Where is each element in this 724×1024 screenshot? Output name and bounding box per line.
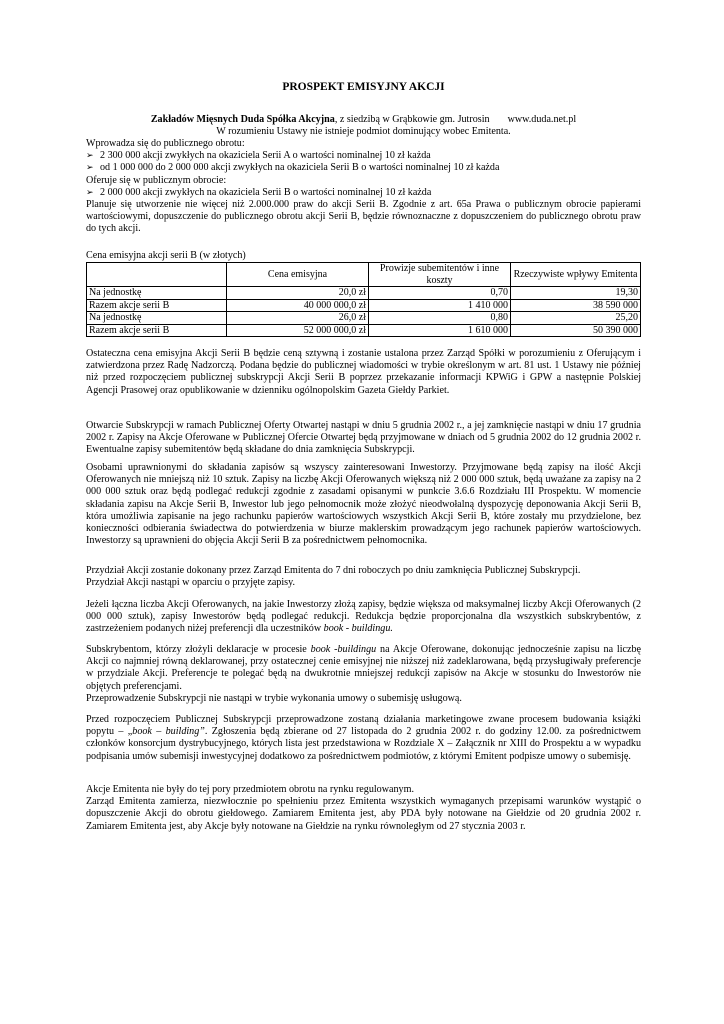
header-issue-price: Cena emisyjna (227, 263, 369, 287)
table-header-row (87, 263, 641, 287)
issuer-seat: , z siedzibą w Grąbkowie gm. Jutrosin (334, 114, 490, 125)
table-row: Razem akcje serii B 40 000 000,0 zł 1 410 000 38 590 000 (87, 299, 641, 312)
book-building-term: book -buildingu (310, 644, 377, 655)
market-section (86, 784, 641, 833)
admission-section (86, 138, 641, 236)
allotment-section (86, 565, 641, 589)
table-row: Na jednostkę 26,0 zł 0,80 25,20 (87, 312, 641, 325)
issuer-name: Zakładów Mięsnych Duda Spółka Akcyjna (150, 114, 335, 125)
book-building-term: book – building” (132, 726, 205, 738)
table-row: Razem akcje serii B 52 000 000,0 zł 1 610 000 50 390 000 (87, 324, 641, 337)
allotment-line-2: Przydział Akcji nastąpi w oparciu o przyjęte zapisy. (86, 577, 296, 589)
header-commissions: Prowizje subemitentów i inne koszty (369, 263, 511, 287)
reduction-paragraph: Jeżeli łączna liczba Akcji Oferowanych, na jakie Inwestorzy złożą zapisy, będzie większa od maksymalnej liczby Akcji Oferowanych (2 000 000 sztuk), zapisy Inwestorów będą podlegać redukcji. Redukcja będzie proporcjonalna dla wszystkich subskrybentów, z zastrzeżeniem podanych niżej preferencji dla uczestników book - buildingu. (86, 599, 641, 635)
dominance-note: W rozumieniu Ustawy nie istnieje podmiot dominujący wobec Emitenta. (216, 126, 511, 137)
header-net-proceeds: Rzeczywiste wpływy Emitenta (511, 263, 641, 287)
entitled-paragraph: Osobami uprawnionymi do składania zapisów są wszyscy zainteresowani Inwestorzy. Przyjmowane będą zapisy na ilość Akcji Oferowanych nie mniejszą niż 10 sztuk. Zapisy na liczbę Akcji Oferowanych większą niż 2 000 000 sztuk, będą uważane za zapisy na 2 000 000 sztuk oraz będą podlegać redukcji zgodnie z zasadami opisanymi w punkcie 3.6.6 Rozdziału III Prospektu. W momencie składania zapisu na Akcje Serii B, Inwestor lub jego pełnomocnik może złożyć nieodwołalną dyspozycję deponowania Akcji Serii B, która umożliwia zapisanie na jego rachunku papierów wartościowych wszystkich Akcji Serii B, które zostały mu przydzielone, bez konieczności odbierania świadectwa do potwierdzenia w biurze maklerskim prowadzącym jego rachunek papierów wartościowych. Inwestorzy są uprawnieni do objęcia Akcji Serii B za pośrednictwem pełnomocnika. (86, 462, 641, 547)
list-item: ➢ 2 300 000 akcji zwykłych na okaziciela Serii A o wartości nominalnej 10 zł każda (86, 150, 431, 162)
document-title: PROSPEKT EMISYJNY AKCJI (282, 81, 445, 93)
arrow-bullet-icon: ➢ (86, 163, 94, 174)
table-caption: Cena emisyjna akcji serii B (w złotych) (86, 250, 246, 261)
offer-intro: Oferuje się w publicznym obrocie: (86, 174, 227, 186)
issuer-website: www.duda.net.pl (507, 114, 577, 125)
book-building-term: book - buildingu. (323, 623, 393, 635)
market-paragraph: Zarząd Emitenta zamierza, niezwłocznie po spełnieniu przez Emitenta wszystkich wymaganych przepisami warunków wystąpić o dopuszczenie Akcji do obrotu giełdowego. Zamiarem Emitenta jest, aby PDA były notowane na Giełdzie od 20 grudnia 2002 r. Zamiarem Emitenta jest, aby Akcje były notowane na Giełdzie na rynku równoległym od 27 stycznia 2003 r. (86, 796, 641, 832)
list-item: ➢ 2 000 000 akcji zwykłych na okaziciela Serii B o wartości nominalnej 10 zł każda (86, 186, 432, 198)
price-paragraph: Ostateczna cena emisyjna Akcji Serii B będzie ceną sztywną i zostanie ustalona przez Zarząd Spółki w porozumieniu z Oferującym i zatwierdzona przez Radę Nadzorczą. Podana będzie do publicznej wiadomości w trybie określonym w art. 81 ust. 1 Ustawy nie później niż przed rozpoczęciem publicznej subskrypcji Akcji Serii B poprzez przekazanie informacji KPWiG i GPW a następnie Polskiej Agencji Prasowej oraz opublikowanie w dzienniku ogólnopolskim Gazeta Giełdy Parkiet. (86, 348, 641, 396)
admission-intro: Wprowadza się do publicznego obrotu: (86, 138, 245, 149)
opening-paragraph: Otwarcie Subskrypcji w ramach Publicznej Oferty Otwartej nastąpi w dniu 5 grudnia 2002 r., a jej zamknięcie nastąpi w dniu 17 grudnia 2002 r. Zapisy na Akcje Oferowane w Publicznej Ofercie Otwartej będą przyjmowane w dniach od 5 grudnia 2002 do 12 grudnia 2002 r. Ewentualne zapisy subemitentów będą składane do dnia zamknięcia Subskrypcji. (86, 420, 641, 456)
pda-paragraph: Planuje się utworzenie nie więcej niż 2.000.000 praw do akcji Serii B. Zgodnie z art. 65a Prawa o publicznym obrocie papierami wartościowymi, dopuszczenie do publicznego obrotu akcji Serii B, będzie równoznaczne z dopuszczeniem do publicznego obrotu praw do tych akcji. (86, 199, 641, 235)
preferences-section (86, 644, 641, 705)
arrow-bullet-icon: ➢ (86, 187, 94, 198)
market-line-1: Akcje Emitenta nie były do tej pory przedmiotem obrotu na rynku regulowanym. (86, 784, 414, 795)
price-table (86, 262, 641, 337)
allotment-line-1: Przydział Akcji zostanie dokonany przez Zarząd Emitenta do 7 dni roboczych po dniu zamknięcia Publicznej Subskrypcji. (86, 565, 581, 576)
preferences-paragraph: Subskrybentom, którzy złożyli deklaracje w procesie book -buildingu na Akcje Oferowane, dokonując jednocześnie zapisu na liczbę Akcji co najmniej równą deklarowanej, przy ostatecznej cenie emisyjnej nie niższej niż zadeklarowana, będą przysługiwały preferencje w przydziale Akcji. Preferencje te polegać będą na dwukrotnie mniejszej redukcji zapisów na Akcje w stosunku do Inwestorów nie objętych preferencjami. (86, 644, 641, 692)
list-item: ➢ od 1 000 000 do 2 000 000 akcji zwykłych na okaziciela Serii B o wartości nominalnej 10 zł każda (86, 162, 500, 174)
table-row: Na jednostkę 20,0 zł 0,70 19,30 (87, 287, 641, 300)
bookbuilding-paragraph: Przed rozpoczęciem Publicznej Subskrypcji przeprowadzone zostaną działania marketingowe zwane procesem budowania książki popytu – „book – building”. Zgłoszenia będą zbierane od 27 listopada do 2 grudnia 2002 r. do godziny 12.00. za pośrednictwem członków konsorcjum dystrybucyjnego, których lista jest przedstawiona w Rozdziale X – Załącznik nr XIII do Prospektu a w wypadku podpisania umów subemisji inwestycyjnej dodatkowo za pośrednictwem podmiotów, z którymi Emitent podpisze umowy o subemisję. (86, 714, 641, 762)
underwriting-note: Przeprowadzenie Subskrypcji nie nastąpi w trybie wykonania umowy o subemisję usługową. (86, 692, 462, 704)
arrow-bullet-icon: ➢ (86, 151, 94, 162)
issuer-line (86, 114, 641, 126)
